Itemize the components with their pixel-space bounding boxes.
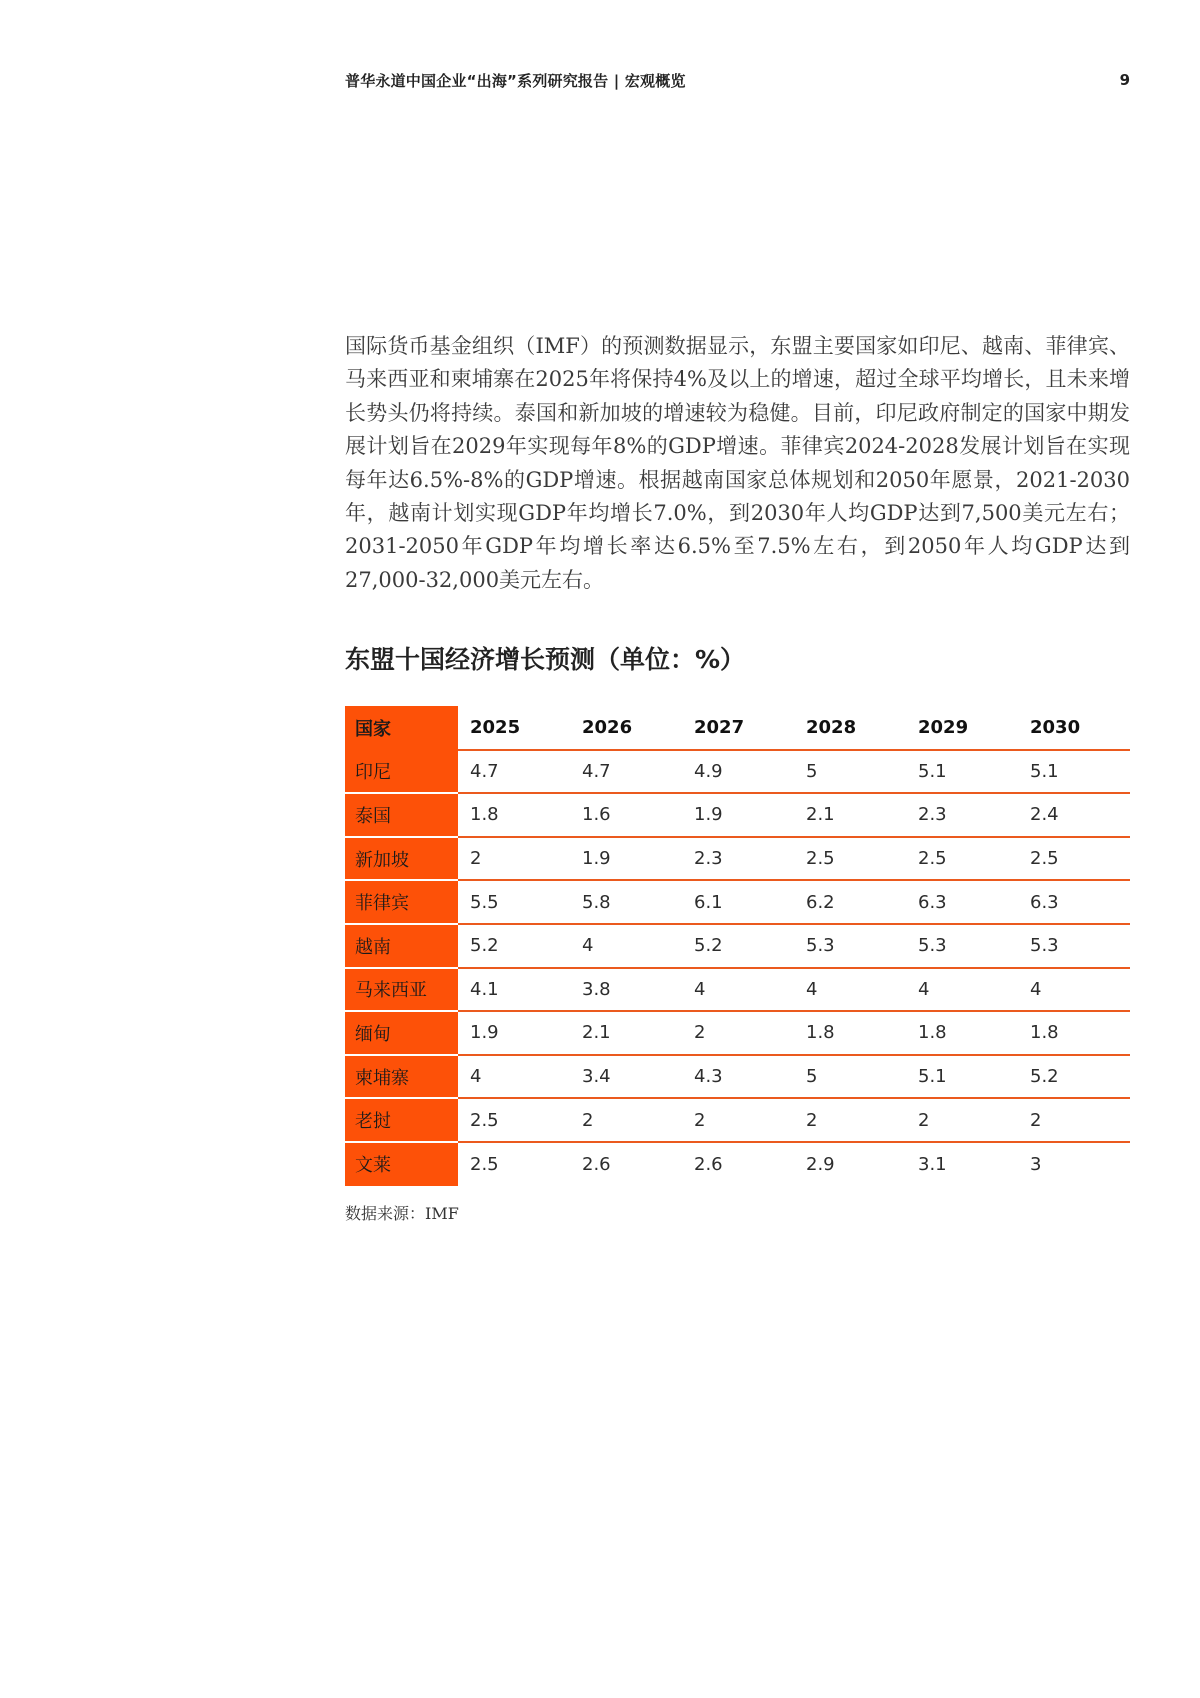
value-cell: 4.9 (682, 750, 794, 794)
value-cell: 4 (1018, 968, 1130, 1012)
value-cell: 1.8 (794, 1011, 906, 1055)
country-cell: 马来西亚 (345, 968, 458, 1012)
country-cell: 新加坡 (345, 837, 458, 881)
value-cell: 5.1 (906, 1055, 1018, 1099)
value-cell: 4 (794, 968, 906, 1012)
value-cell: 1.8 (1018, 1011, 1130, 1055)
value-cell: 2.3 (906, 793, 1018, 837)
value-cell: 5 (794, 1055, 906, 1099)
value-cell: 2.1 (794, 793, 906, 837)
value-cell: 1.8 (906, 1011, 1018, 1055)
value-cell: 5.5 (458, 880, 570, 924)
country-cell: 缅甸 (345, 1011, 458, 1055)
table-row (345, 968, 1130, 1012)
table-row (345, 793, 1130, 837)
value-cell: 2.4 (1018, 793, 1130, 837)
table-row (345, 837, 1130, 881)
value-cell: 2 (682, 1011, 794, 1055)
country-cell: 泰国 (345, 793, 458, 837)
value-cell: 6.1 (682, 880, 794, 924)
value-cell: 2.3 (682, 837, 794, 881)
value-cell: 4 (906, 968, 1018, 1012)
data-source: 数据来源：IMF (345, 1204, 459, 1223)
growth-forecast-table (345, 706, 1130, 1186)
header-year: 2030 (1018, 706, 1130, 750)
value-cell: 4 (458, 1055, 570, 1099)
value-cell: 2 (794, 1098, 906, 1142)
value-cell: 2.5 (1018, 837, 1130, 881)
value-cell: 5.1 (906, 750, 1018, 794)
country-cell: 老挝 (345, 1098, 458, 1142)
value-cell: 2.5 (794, 837, 906, 881)
value-cell: 2.5 (906, 837, 1018, 881)
value-cell: 3.4 (570, 1055, 682, 1099)
body-paragraph: 国际货币基金组织（IMF）的预测数据显示，东盟主要国家如印尼、越南、菲律宾、马来西亚和柬埔寨在2025年将保持4%及以上的增速，超过全球平均增长，且未来增长势头仍将持续。泰国和新加坡的增速较为稳健。目前，印尼政府制定的国家中期发展计划旨在2029年实现每年8%的GDP增速。菲律宾2024-2028发展计划旨在实现每年达6.5%-8%的GDP增速。根据越南国家总体规划和2050年愿景，2021-2030年，越南计划实现GDP年均增长7.0%，到2030年人均GDP达到7,500美元左右；2031-2050年GDP年均增长率达6.5%至7.5%左右，到2050年人均GDP达到27,000-32,000美元左右。 (345, 334, 1130, 592)
header-year: 2026 (570, 706, 682, 750)
value-cell: 4.1 (458, 968, 570, 1012)
value-cell: 1.6 (570, 793, 682, 837)
country-cell: 越南 (345, 924, 458, 968)
value-cell: 1.9 (682, 793, 794, 837)
value-cell: 5.2 (1018, 1055, 1130, 1099)
table-header-row (345, 706, 1130, 750)
table-row (345, 924, 1130, 968)
value-cell: 5 (794, 750, 906, 794)
value-cell: 5.2 (458, 924, 570, 968)
value-cell: 3 (1030, 1153, 1042, 1175)
value-cell: 2.5 (470, 1153, 499, 1175)
header-year: 2025 (458, 706, 570, 750)
value-cell: 2 (570, 1098, 682, 1142)
value-cell: 4.3 (682, 1055, 794, 1099)
country-cell: 菲律宾 (345, 880, 458, 924)
header-year: 2027 (682, 706, 794, 750)
value-cell: 5.1 (1018, 750, 1130, 794)
value-cell: 2 (906, 1098, 1018, 1142)
value-cell: 1.9 (570, 837, 682, 881)
table-row (345, 1098, 1130, 1142)
value-cell: 6.3 (906, 880, 1018, 924)
table-row (345, 880, 1130, 924)
value-cell: 5.3 (1018, 924, 1130, 968)
value-cell: 5.8 (570, 880, 682, 924)
value-cell: 6.3 (1018, 880, 1130, 924)
country-cell: 印尼 (345, 750, 458, 794)
table-row (345, 1011, 1130, 1055)
value-cell: 2.6 (582, 1153, 611, 1175)
value-cell: 3.1 (918, 1153, 947, 1175)
value-cell: 2.9 (806, 1153, 835, 1175)
value-cell: 2.1 (570, 1011, 682, 1055)
value-cell: 5.3 (906, 924, 1018, 968)
table-body (345, 750, 1130, 1186)
value-cell: 1.8 (458, 793, 570, 837)
table-row (345, 750, 1130, 794)
value-cell: 4.7 (458, 750, 570, 794)
value-cell: 2 (458, 837, 570, 881)
value-cell: 3.8 (570, 968, 682, 1012)
header-year: 2029 (906, 706, 1018, 750)
table-row (345, 1142, 1130, 1186)
report-title: 普华永道中国企业“出海”系列研究报告 | 宏观概览 (345, 71, 686, 90)
value-cell: 4 (682, 968, 794, 1012)
table-title: 东盟十国经济增长预测（单位：%） (345, 645, 746, 674)
header-country: 国家 (345, 706, 458, 750)
table-row (345, 1055, 1130, 1099)
value-cell: 2.5 (458, 1098, 570, 1142)
value-cell: 5.2 (682, 924, 794, 968)
value-cell: 4 (570, 924, 682, 968)
value-cell: 1.9 (458, 1011, 570, 1055)
country-cell: 柬埔寨 (345, 1055, 458, 1099)
page-header (345, 68, 1130, 92)
value-cell: 2 (1018, 1098, 1130, 1142)
value-cell: 4.7 (570, 750, 682, 794)
value-cell: 2.6 (694, 1153, 723, 1175)
value-cell: 2 (682, 1098, 794, 1142)
page-number: 9 (1119, 71, 1130, 89)
header-year: 2028 (794, 706, 906, 750)
country-cell: 文莱 (345, 1142, 458, 1186)
value-cell: 5.3 (794, 924, 906, 968)
value-cell: 6.2 (794, 880, 906, 924)
